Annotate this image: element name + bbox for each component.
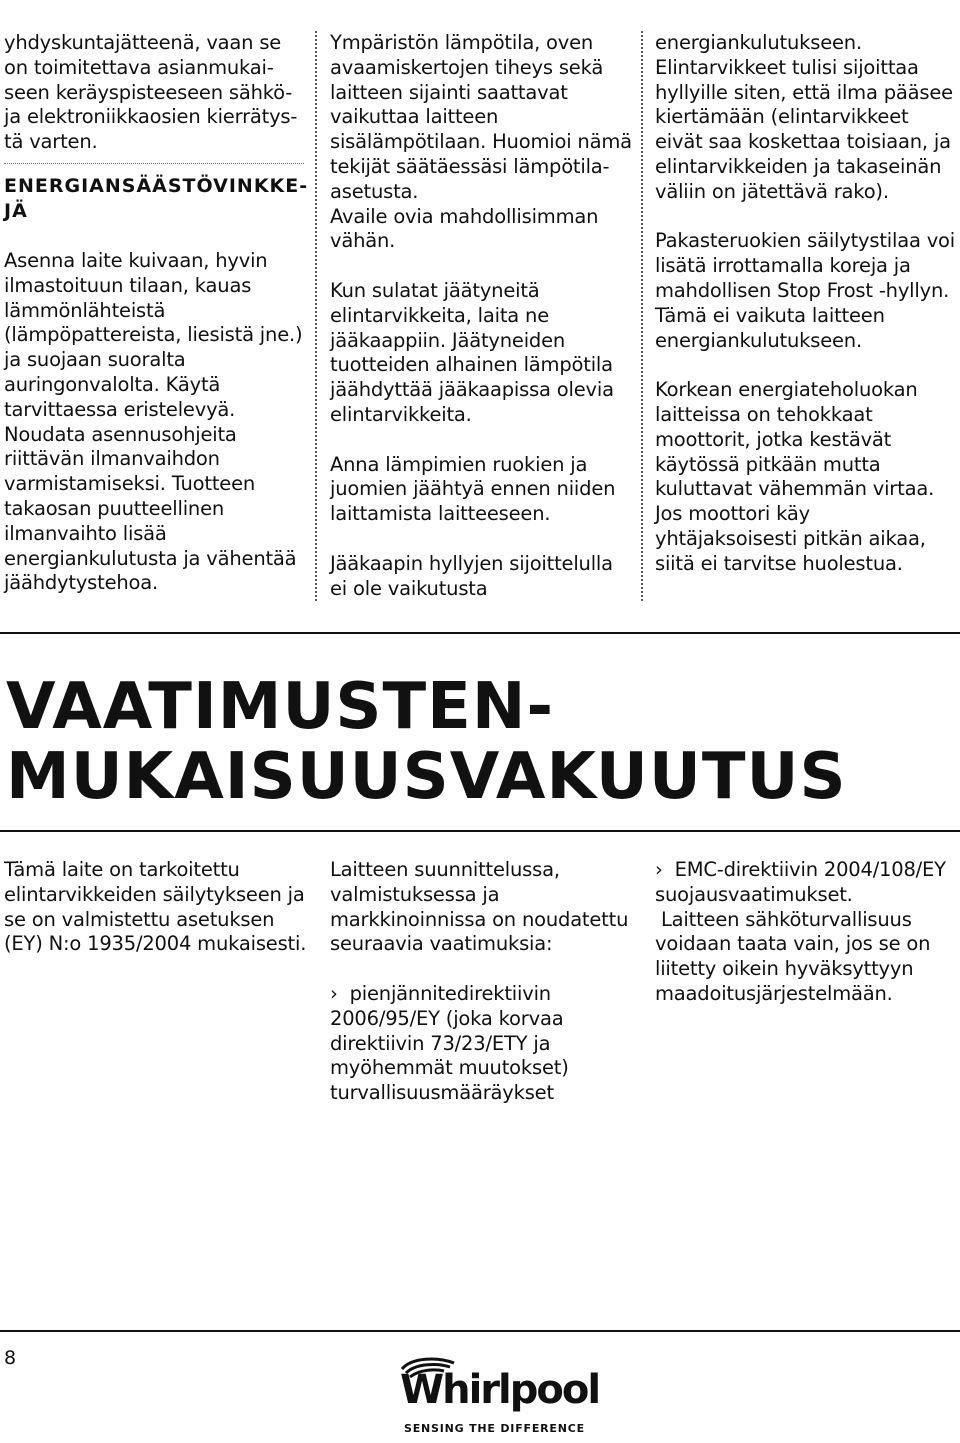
text-line: elintarvikkeiden säilytykseen ja: [4, 882, 305, 906]
directive-list-item: [330, 982, 630, 1106]
text-line: vaikuttaa laitteen: [330, 105, 499, 129]
paragraph: [330, 858, 630, 957]
text-line: laittamista laitteeseen.: [330, 502, 551, 526]
text-line: elintarvikkeiden ja takaseinän: [655, 154, 942, 178]
brand-tagline: SENSING THE DIFFERENCE: [404, 1422, 585, 1435]
text-line: Jääkaapin hyllyjen sijoittelulla: [330, 551, 613, 575]
text-line: liitetty oikein hyväksyttyyn: [655, 957, 914, 981]
paragraph: [330, 453, 630, 527]
text-line: seuraavia vaatimuksia:: [330, 932, 553, 956]
text-line: VAATIMUSTEN-: [6, 670, 554, 744]
text-line: riittävän ilmanvaihdon: [4, 447, 220, 471]
text-line: laitteissa on tehokkaat: [655, 402, 873, 426]
text-line: energiankulutusta ja vähentää: [4, 546, 297, 570]
text-line: Tämä laite on tarkoitettu: [4, 858, 240, 881]
text-line: elintarvikkeita, laita ne: [330, 303, 549, 327]
text-line: lisätä irrottamalla koreja ja: [655, 254, 911, 278]
text-line: jäähdytystehoa.: [4, 571, 159, 595]
paragraph: [4, 858, 307, 957]
text-line: Elintarvikkeet tulisi sijoittaa: [655, 55, 919, 79]
text-line: (EY) N:o 1935/2004 mukaisesti.: [4, 932, 307, 956]
section-title: [6, 672, 847, 812]
declaration-column-1: [4, 858, 307, 957]
text-line: energiankulutukseen.: [655, 31, 862, 54]
text-line: Asenna laite kuivaan, hyvin: [4, 248, 268, 272]
text-line: Laitteen sähköturvallisuus: [655, 907, 912, 931]
text-line: siitä ei tarvitse huolestua.: [655, 551, 903, 575]
text-line: on toimitettava asianmukai-: [4, 55, 274, 79]
text-line: (lämpöpattereista, liesistä jne.): [4, 323, 303, 347]
text-line: Ympäristön lämpötila, oven: [330, 31, 594, 54]
text-line: JÄ: [4, 199, 28, 222]
paragraph: [655, 31, 955, 205]
text-line: Anna lämpimien ruokien ja: [330, 452, 588, 476]
body-paragraph: [4, 249, 304, 596]
column-3: [655, 31, 955, 577]
text-line: Jos moottori käy: [655, 502, 810, 526]
paragraph: [655, 229, 955, 353]
text-line: markkinoinnissa on noudatettu: [330, 907, 629, 931]
section-divider: [4, 163, 304, 164]
text-line: valmistuksessa ja: [330, 882, 500, 906]
text-line: ja elektroniikkaosien kierrätys-: [4, 105, 298, 129]
text-line: 2006/95/EY (joka korvaa: [330, 1006, 564, 1030]
declaration-column-2: [330, 858, 630, 1106]
text-line: MUKAISUUSVAKUUTUS: [6, 740, 847, 814]
text-line: voidaan taata vain, jos se on: [655, 932, 931, 956]
text-line: lämmönlähteistä: [4, 298, 166, 322]
text-line: turvallisuusmääräykset: [330, 1081, 554, 1105]
text-line: Noudata asennusohjeita: [4, 422, 237, 446]
text-line: Laitteen suunnittelussa,: [330, 858, 560, 881]
text-line: mahdollisen Stop Frost -hyllyn.: [655, 278, 950, 302]
page-number: 8: [4, 1347, 17, 1369]
text-line: ENERGIANSÄÄSTÖVINKKE-: [4, 174, 309, 197]
paragraph: [655, 378, 955, 576]
section-heading: [4, 174, 309, 224]
text-line: ei ole vaikutusta: [330, 576, 488, 600]
text-line: juomien jäähtyä ennen niiden: [330, 477, 616, 501]
text-line: varmistamiseksi. Tuotteen: [4, 472, 256, 496]
text-line: Korkean energiateholuokan: [655, 378, 918, 402]
text-line: käytössä pitkään mutta: [655, 452, 881, 476]
text-line: väliin on jätettävä rako).: [655, 179, 889, 203]
footer-rule: [0, 1330, 960, 1332]
text-line: laitteen sijainti saattavat: [330, 80, 568, 104]
text-line: sisälämpötilaan. Huomioi nämä: [330, 130, 632, 154]
text-line: direktiivin 73/23/ETY ja: [330, 1031, 551, 1055]
text-line: myöhemmät muutokset): [330, 1056, 569, 1080]
text-line: eivät saa koskettaa toisiaan, ja: [655, 130, 951, 154]
intro-paragraph: [4, 31, 304, 155]
horizontal-rule: [0, 830, 960, 832]
text-line: hyllyille siten, että ilma pääsee: [655, 80, 953, 104]
text-line: seen keräyspisteeseen sähkö-: [4, 80, 293, 104]
paragraph: [330, 279, 630, 428]
horizontal-rule: [0, 632, 960, 634]
text-line: elintarvikkeita.: [330, 402, 472, 426]
text-line: yhdyskuntajätteenä, vaan se: [4, 31, 282, 54]
text-line: moottorit, jotka kestävät: [655, 427, 892, 451]
text-line: energiankulutukseen.: [655, 328, 862, 352]
paragraph: [330, 31, 630, 254]
text-line: ilmanvaihto lisää: [4, 521, 167, 545]
text-line: ja suojaan suoralta: [4, 348, 186, 372]
text-line: yhtäjaksoisesti pitkän aikaa,: [655, 526, 926, 550]
text-line: avaamiskertojen tiheys sekä: [330, 55, 604, 79]
text-line: suojausvaatimukset.: [655, 882, 853, 906]
text-line: se on valmistettu asetuksen: [4, 907, 275, 931]
whirlpool-logo: [398, 1355, 600, 1435]
brand-wordmark: Whirlpool: [400, 1367, 600, 1413]
text-line: auringonvalolta. Käytä: [4, 372, 221, 396]
text-line: jäähdyttää jääkaapissa olevia: [330, 378, 614, 402]
text-line: Kun sulatat jäätyneitä: [330, 278, 540, 302]
column-divider: [641, 31, 643, 601]
column-1: [4, 31, 309, 596]
declaration-column-3: [655, 858, 955, 1007]
text-line: kiertämään (elintarvikkeet: [655, 105, 909, 129]
text-line: Pakasteruokien säilytystilaa voi: [655, 229, 956, 253]
paragraph: [330, 552, 630, 602]
text-line: tarvittaessa eristelevyä.: [4, 397, 236, 421]
text-line: tä varten.: [4, 130, 98, 154]
text-line: vähän.: [330, 229, 396, 253]
directive-list-item: [655, 858, 955, 1007]
text-line: tekijät säätäessäsi lämpötila-: [330, 154, 610, 178]
text-line: maadoitusjärjestelmään.: [655, 981, 893, 1005]
text-line: asetusta.: [330, 179, 419, 203]
column-2: [330, 31, 630, 601]
text-line: jääkaappiin. Jäätyneiden: [330, 328, 566, 352]
column-divider: [315, 31, 317, 601]
text-line: takaosan puutteellinen: [4, 496, 225, 520]
text-line: ilmastoituun tilaan, kauas: [4, 273, 252, 297]
text-line: Tämä ei vaikuta laitteen: [655, 303, 885, 327]
text-line: kuluttavat vähemmän virtaa.: [655, 477, 935, 501]
text-line: Availe ovia mahdollisimman: [330, 204, 599, 228]
text-line: tuotteiden alhainen lämpötila: [330, 353, 613, 377]
text-line: › EMC-direktiivin 2004/108/EY: [655, 858, 946, 881]
text-line: › pienjännitedirektiivin: [330, 981, 551, 1005]
